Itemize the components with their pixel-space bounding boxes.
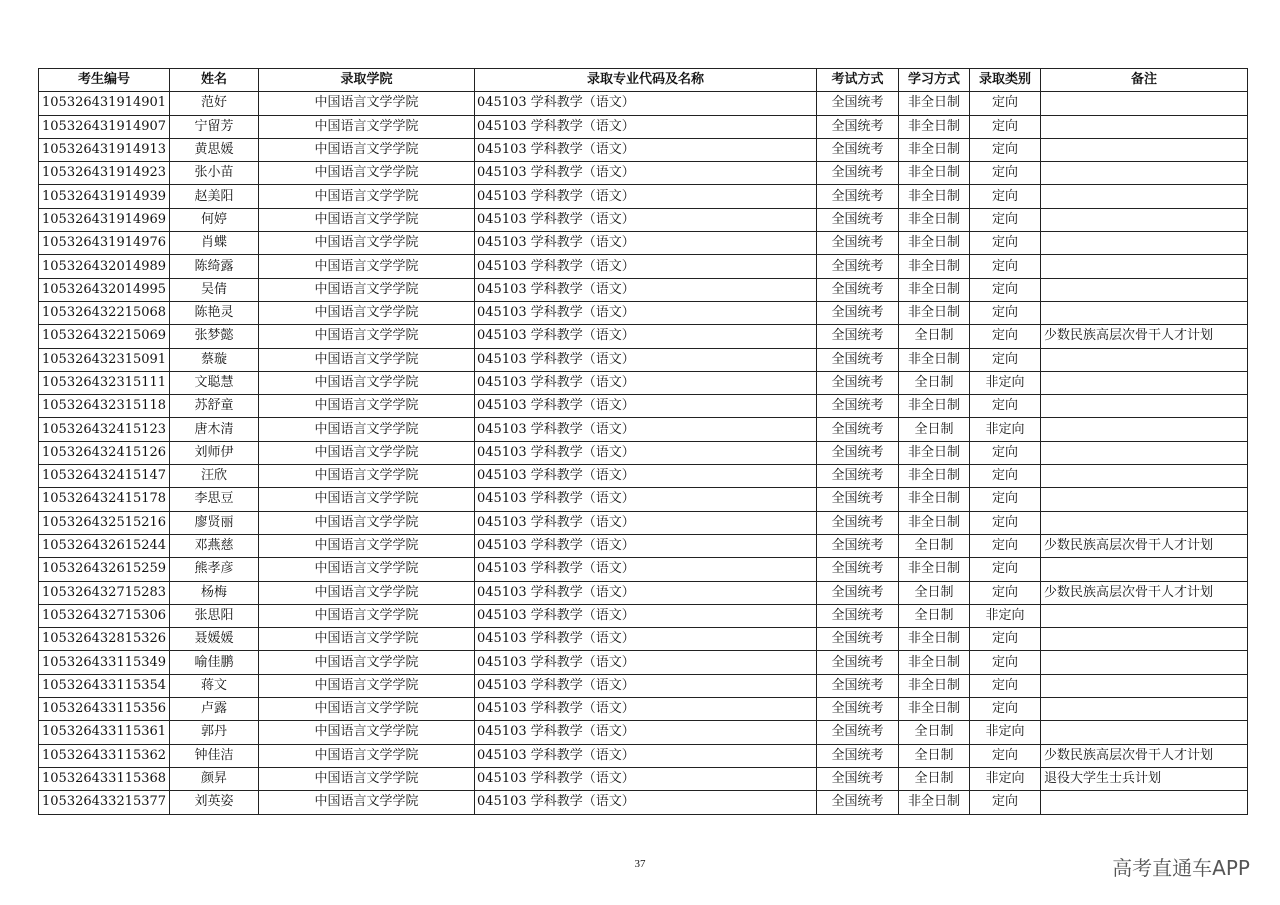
cell-study-mode: 非全日制 xyxy=(899,208,970,231)
table-row xyxy=(39,348,1248,371)
cell-candidate-id: 105326432615244 xyxy=(39,534,170,557)
cell-remarks: 退役大学生士兵计划 xyxy=(1041,767,1248,790)
header-study-mode: 学习方式 xyxy=(899,69,970,92)
cell-study-mode: 非全日制 xyxy=(899,232,970,255)
cell-major: 045103 学科教学（语文） xyxy=(475,698,817,721)
cell-admission-type: 定向 xyxy=(970,395,1041,418)
admission-list-table xyxy=(38,68,1248,815)
table-row xyxy=(39,185,1248,208)
cell-admission-type: 定向 xyxy=(970,325,1041,348)
cell-major: 045103 学科教学（语文） xyxy=(475,301,817,324)
cell-name: 刘师伊 xyxy=(170,441,259,464)
cell-major: 045103 学科教学（语文） xyxy=(475,325,817,348)
cell-study-mode: 非全日制 xyxy=(899,511,970,534)
table-row xyxy=(39,325,1248,348)
cell-exam-method: 全国统考 xyxy=(817,651,899,674)
cell-candidate-id: 105326431914939 xyxy=(39,185,170,208)
cell-remarks xyxy=(1041,604,1248,627)
cell-name: 杨梅 xyxy=(170,581,259,604)
cell-remarks xyxy=(1041,92,1248,115)
cell-admission-type: 定向 xyxy=(970,581,1041,604)
cell-college: 中国语言文学学院 xyxy=(259,418,475,441)
cell-name: 张思阳 xyxy=(170,604,259,627)
cell-remarks xyxy=(1041,162,1248,185)
cell-candidate-id: 105326431914976 xyxy=(39,232,170,255)
cell-college: 中国语言文学学院 xyxy=(259,651,475,674)
cell-study-mode: 非全日制 xyxy=(899,138,970,161)
cell-remarks xyxy=(1041,698,1248,721)
cell-major: 045103 学科教学（语文） xyxy=(475,395,817,418)
cell-study-mode: 全日制 xyxy=(899,581,970,604)
cell-name: 廖贤丽 xyxy=(170,511,259,534)
cell-remarks xyxy=(1041,441,1248,464)
cell-college: 中国语言文学学院 xyxy=(259,628,475,651)
cell-candidate-id: 105326432014995 xyxy=(39,278,170,301)
cell-candidate-id: 105326431914969 xyxy=(39,208,170,231)
table-row xyxy=(39,767,1248,790)
cell-name: 卢露 xyxy=(170,698,259,721)
table-row xyxy=(39,418,1248,441)
cell-major: 045103 学科教学（语文） xyxy=(475,581,817,604)
cell-name: 熊孝彦 xyxy=(170,558,259,581)
table-row xyxy=(39,721,1248,744)
cell-name: 喻佳鹏 xyxy=(170,651,259,674)
cell-study-mode: 非全日制 xyxy=(899,698,970,721)
cell-name: 郭丹 xyxy=(170,721,259,744)
cell-study-mode: 非全日制 xyxy=(899,441,970,464)
watermark-logo-text: 高考直通车APP xyxy=(1112,856,1250,880)
cell-candidate-id: 105326432515216 xyxy=(39,511,170,534)
cell-remarks xyxy=(1041,558,1248,581)
cell-college: 中国语言文学学院 xyxy=(259,185,475,208)
cell-college: 中国语言文学学院 xyxy=(259,115,475,138)
table-row xyxy=(39,651,1248,674)
cell-admission-type: 定向 xyxy=(970,465,1041,488)
cell-admission-type: 定向 xyxy=(970,511,1041,534)
cell-exam-method: 全国统考 xyxy=(817,558,899,581)
cell-college: 中国语言文学学院 xyxy=(259,558,475,581)
cell-exam-method: 全国统考 xyxy=(817,488,899,511)
cell-exam-method: 全国统考 xyxy=(817,255,899,278)
cell-admission-type: 定向 xyxy=(970,162,1041,185)
cell-college: 中国语言文学学院 xyxy=(259,278,475,301)
table-row xyxy=(39,698,1248,721)
cell-exam-method: 全国统考 xyxy=(817,698,899,721)
cell-remarks xyxy=(1041,628,1248,651)
cell-college: 中国语言文学学院 xyxy=(259,208,475,231)
cell-candidate-id: 105326432215069 xyxy=(39,325,170,348)
cell-candidate-id: 105326431914923 xyxy=(39,162,170,185)
cell-college: 中国语言文学学院 xyxy=(259,698,475,721)
cell-admission-type: 定向 xyxy=(970,92,1041,115)
cell-remarks xyxy=(1041,232,1248,255)
table-row xyxy=(39,534,1248,557)
cell-remarks xyxy=(1041,674,1248,697)
cell-candidate-id: 105326433115362 xyxy=(39,744,170,767)
cell-admission-type: 定向 xyxy=(970,348,1041,371)
cell-name: 张小苗 xyxy=(170,162,259,185)
cell-major: 045103 学科教学（语文） xyxy=(475,92,817,115)
cell-major: 045103 学科教学（语文） xyxy=(475,604,817,627)
cell-remarks xyxy=(1041,488,1248,511)
cell-admission-type: 定向 xyxy=(970,651,1041,674)
cell-major: 045103 学科教学（语文） xyxy=(475,488,817,511)
cell-college: 中国语言文学学院 xyxy=(259,301,475,324)
cell-college: 中国语言文学学院 xyxy=(259,92,475,115)
cell-name: 张梦懿 xyxy=(170,325,259,348)
cell-admission-type: 非定向 xyxy=(970,604,1041,627)
cell-admission-type: 定向 xyxy=(970,791,1041,814)
cell-major: 045103 学科教学（语文） xyxy=(475,441,817,464)
table-row xyxy=(39,791,1248,814)
cell-study-mode: 全日制 xyxy=(899,767,970,790)
cell-remarks xyxy=(1041,721,1248,744)
cell-exam-method: 全国统考 xyxy=(817,278,899,301)
table-row xyxy=(39,115,1248,138)
cell-college: 中国语言文学学院 xyxy=(259,721,475,744)
cell-study-mode: 全日制 xyxy=(899,371,970,394)
cell-name: 黄思媛 xyxy=(170,138,259,161)
cell-remarks xyxy=(1041,255,1248,278)
cell-admission-type: 非定向 xyxy=(970,418,1041,441)
header-exam-method: 考试方式 xyxy=(817,69,899,92)
cell-remarks xyxy=(1041,651,1248,674)
cell-college: 中国语言文学学院 xyxy=(259,744,475,767)
cell-major: 045103 学科教学（语文） xyxy=(475,185,817,208)
cell-major: 045103 学科教学（语文） xyxy=(475,115,817,138)
cell-major: 045103 学科教学（语文） xyxy=(475,348,817,371)
cell-study-mode: 全日制 xyxy=(899,604,970,627)
cell-name: 聂媛媛 xyxy=(170,628,259,651)
cell-study-mode: 非全日制 xyxy=(899,115,970,138)
cell-admission-type: 定向 xyxy=(970,488,1041,511)
cell-candidate-id: 105326431914901 xyxy=(39,92,170,115)
cell-name: 蒋文 xyxy=(170,674,259,697)
cell-exam-method: 全国统考 xyxy=(817,441,899,464)
cell-study-mode: 非全日制 xyxy=(899,185,970,208)
cell-candidate-id: 105326431914913 xyxy=(39,138,170,161)
table-row xyxy=(39,301,1248,324)
table-row xyxy=(39,465,1248,488)
cell-college: 中国语言文学学院 xyxy=(259,232,475,255)
cell-college: 中国语言文学学院 xyxy=(259,441,475,464)
cell-major: 045103 学科教学（语文） xyxy=(475,418,817,441)
cell-study-mode: 全日制 xyxy=(899,418,970,441)
cell-remarks: 少数民族高层次骨干人才计划 xyxy=(1041,534,1248,557)
cell-major: 045103 学科教学（语文） xyxy=(475,138,817,161)
cell-name: 颜昇 xyxy=(170,767,259,790)
cell-study-mode: 非全日制 xyxy=(899,92,970,115)
cell-exam-method: 全国统考 xyxy=(817,232,899,255)
cell-exam-method: 全国统考 xyxy=(817,581,899,604)
cell-exam-method: 全国统考 xyxy=(817,395,899,418)
cell-exam-method: 全国统考 xyxy=(817,162,899,185)
cell-study-mode: 非全日制 xyxy=(899,465,970,488)
cell-college: 中国语言文学学院 xyxy=(259,465,475,488)
cell-name: 陈艳灵 xyxy=(170,301,259,324)
cell-remarks xyxy=(1041,465,1248,488)
table-row xyxy=(39,441,1248,464)
cell-remarks xyxy=(1041,348,1248,371)
cell-candidate-id: 105326432615259 xyxy=(39,558,170,581)
cell-major: 045103 学科教学（语文） xyxy=(475,767,817,790)
cell-remarks: 少数民族高层次骨干人才计划 xyxy=(1041,744,1248,767)
cell-exam-method: 全国统考 xyxy=(817,744,899,767)
cell-candidate-id: 105326432415147 xyxy=(39,465,170,488)
cell-college: 中国语言文学学院 xyxy=(259,138,475,161)
cell-name: 何婷 xyxy=(170,208,259,231)
cell-college: 中国语言文学学院 xyxy=(259,791,475,814)
cell-remarks xyxy=(1041,791,1248,814)
header-name: 姓名 xyxy=(170,69,259,92)
cell-name: 唐木清 xyxy=(170,418,259,441)
cell-major: 045103 学科教学（语文） xyxy=(475,534,817,557)
cell-remarks xyxy=(1041,278,1248,301)
table-row xyxy=(39,138,1248,161)
cell-candidate-id: 105326432815326 xyxy=(39,628,170,651)
cell-study-mode: 非全日制 xyxy=(899,488,970,511)
cell-name: 文聪慧 xyxy=(170,371,259,394)
cell-candidate-id: 105326432215068 xyxy=(39,301,170,324)
cell-study-mode: 非全日制 xyxy=(899,395,970,418)
cell-admission-type: 定向 xyxy=(970,628,1041,651)
cell-name: 李思豆 xyxy=(170,488,259,511)
cell-name: 刘英姿 xyxy=(170,791,259,814)
cell-remarks xyxy=(1041,208,1248,231)
header-admission-type: 录取类别 xyxy=(970,69,1041,92)
header-remarks: 备注 xyxy=(1041,69,1248,92)
cell-name: 汪欣 xyxy=(170,465,259,488)
cell-study-mode: 全日制 xyxy=(899,534,970,557)
cell-admission-type: 定向 xyxy=(970,138,1041,161)
cell-exam-method: 全国统考 xyxy=(817,418,899,441)
cell-major: 045103 学科教学（语文） xyxy=(475,791,817,814)
cell-candidate-id: 105326432315118 xyxy=(39,395,170,418)
cell-name: 蔡璇 xyxy=(170,348,259,371)
cell-remarks: 少数民族高层次骨干人才计划 xyxy=(1041,325,1248,348)
cell-name: 吴倩 xyxy=(170,278,259,301)
table-row xyxy=(39,208,1248,231)
cell-college: 中国语言文学学院 xyxy=(259,581,475,604)
cell-study-mode: 非全日制 xyxy=(899,791,970,814)
cell-candidate-id: 105326432715306 xyxy=(39,604,170,627)
cell-study-mode: 非全日制 xyxy=(899,674,970,697)
cell-candidate-id: 105326433115361 xyxy=(39,721,170,744)
cell-study-mode: 全日制 xyxy=(899,744,970,767)
cell-remarks xyxy=(1041,301,1248,324)
cell-study-mode: 非全日制 xyxy=(899,162,970,185)
cell-major: 045103 学科教学（语文） xyxy=(475,208,817,231)
cell-major: 045103 学科教学（语文） xyxy=(475,278,817,301)
cell-admission-type: 定向 xyxy=(970,301,1041,324)
table-row xyxy=(39,395,1248,418)
table-row xyxy=(39,371,1248,394)
cell-candidate-id: 105326433115354 xyxy=(39,674,170,697)
cell-candidate-id: 105326431914907 xyxy=(39,115,170,138)
cell-major: 045103 学科教学（语文） xyxy=(475,371,817,394)
cell-remarks xyxy=(1041,371,1248,394)
cell-study-mode: 非全日制 xyxy=(899,348,970,371)
cell-exam-method: 全国统考 xyxy=(817,115,899,138)
table-body xyxy=(39,92,1248,814)
cell-candidate-id: 105326432315091 xyxy=(39,348,170,371)
table-row xyxy=(39,255,1248,278)
table-row xyxy=(39,558,1248,581)
table-row xyxy=(39,232,1248,255)
cell-remarks xyxy=(1041,115,1248,138)
cell-study-mode: 非全日制 xyxy=(899,301,970,324)
cell-college: 中国语言文学学院 xyxy=(259,604,475,627)
cell-study-mode: 非全日制 xyxy=(899,628,970,651)
table-row xyxy=(39,744,1248,767)
cell-candidate-id: 105326433115356 xyxy=(39,698,170,721)
cell-remarks xyxy=(1041,185,1248,208)
cell-remarks xyxy=(1041,511,1248,534)
cell-remarks xyxy=(1041,138,1248,161)
cell-study-mode: 全日制 xyxy=(899,721,970,744)
cell-name: 肖蝶 xyxy=(170,232,259,255)
cell-admission-type: 定向 xyxy=(970,698,1041,721)
cell-exam-method: 全国统考 xyxy=(817,348,899,371)
cell-admission-type: 定向 xyxy=(970,744,1041,767)
cell-candidate-id: 105326432315111 xyxy=(39,371,170,394)
cell-admission-type: 非定向 xyxy=(970,721,1041,744)
cell-admission-type: 定向 xyxy=(970,534,1041,557)
table-header-row xyxy=(39,69,1248,92)
cell-study-mode: 全日制 xyxy=(899,325,970,348)
cell-college: 中国语言文学学院 xyxy=(259,767,475,790)
cell-candidate-id: 105326432715283 xyxy=(39,581,170,604)
cell-exam-method: 全国统考 xyxy=(817,92,899,115)
table-row xyxy=(39,628,1248,651)
cell-exam-method: 全国统考 xyxy=(817,604,899,627)
table-row xyxy=(39,92,1248,115)
cell-major: 045103 学科教学（语文） xyxy=(475,628,817,651)
cell-admission-type: 定向 xyxy=(970,674,1041,697)
cell-candidate-id: 105326433215377 xyxy=(39,791,170,814)
cell-name: 范好 xyxy=(170,92,259,115)
cell-college: 中国语言文学学院 xyxy=(259,371,475,394)
cell-admission-type: 非定向 xyxy=(970,371,1041,394)
cell-name: 陈绮露 xyxy=(170,255,259,278)
cell-name: 钟佳洁 xyxy=(170,744,259,767)
cell-exam-method: 全国统考 xyxy=(817,465,899,488)
cell-study-mode: 非全日制 xyxy=(899,255,970,278)
cell-name: 赵美阳 xyxy=(170,185,259,208)
cell-exam-method: 全国统考 xyxy=(817,534,899,557)
cell-admission-type: 非定向 xyxy=(970,767,1041,790)
cell-exam-method: 全国统考 xyxy=(817,791,899,814)
cell-name: 邓燕慈 xyxy=(170,534,259,557)
table-row xyxy=(39,604,1248,627)
cell-admission-type: 定向 xyxy=(970,255,1041,278)
cell-candidate-id: 105326433115349 xyxy=(39,651,170,674)
header-major: 录取专业代码及名称 xyxy=(475,69,817,92)
cell-college: 中国语言文学学院 xyxy=(259,674,475,697)
cell-remarks xyxy=(1041,418,1248,441)
cell-candidate-id: 105326432014989 xyxy=(39,255,170,278)
cell-major: 045103 学科教学（语文） xyxy=(475,465,817,488)
cell-candidate-id: 105326432415178 xyxy=(39,488,170,511)
cell-candidate-id: 105326433115368 xyxy=(39,767,170,790)
cell-name: 宁留芳 xyxy=(170,115,259,138)
header-college: 录取学院 xyxy=(259,69,475,92)
cell-admission-type: 定向 xyxy=(970,185,1041,208)
cell-major: 045103 学科教学（语文） xyxy=(475,511,817,534)
table-row xyxy=(39,674,1248,697)
cell-major: 045103 学科教学（语文） xyxy=(475,674,817,697)
cell-admission-type: 定向 xyxy=(970,278,1041,301)
header-candidate-id: 考生编号 xyxy=(39,69,170,92)
cell-exam-method: 全国统考 xyxy=(817,301,899,324)
cell-exam-method: 全国统考 xyxy=(817,721,899,744)
cell-major: 045103 学科教学（语文） xyxy=(475,162,817,185)
cell-admission-type: 定向 xyxy=(970,208,1041,231)
cell-exam-method: 全国统考 xyxy=(817,208,899,231)
cell-study-mode: 非全日制 xyxy=(899,278,970,301)
cell-study-mode: 非全日制 xyxy=(899,558,970,581)
page-number: 37 xyxy=(634,858,646,870)
table-row xyxy=(39,278,1248,301)
cell-college: 中国语言文学学院 xyxy=(259,395,475,418)
cell-college: 中国语言文学学院 xyxy=(259,534,475,557)
cell-remarks xyxy=(1041,395,1248,418)
cell-college: 中国语言文学学院 xyxy=(259,511,475,534)
cell-major: 045103 学科教学（语文） xyxy=(475,744,817,767)
cell-candidate-id: 105326432415123 xyxy=(39,418,170,441)
cell-major: 045103 学科教学（语文） xyxy=(475,558,817,581)
table-row xyxy=(39,511,1248,534)
cell-exam-method: 全国统考 xyxy=(817,767,899,790)
cell-major: 045103 学科教学（语文） xyxy=(475,255,817,278)
cell-college: 中国语言文学学院 xyxy=(259,348,475,371)
cell-admission-type: 定向 xyxy=(970,441,1041,464)
cell-major: 045103 学科教学（语文） xyxy=(475,721,817,744)
cell-exam-method: 全国统考 xyxy=(817,138,899,161)
cell-major: 045103 学科教学（语文） xyxy=(475,232,817,255)
table-row xyxy=(39,488,1248,511)
table-row xyxy=(39,581,1248,604)
admission-list-table-container xyxy=(38,68,1247,815)
cell-college: 中国语言文学学院 xyxy=(259,488,475,511)
cell-name: 苏舒童 xyxy=(170,395,259,418)
cell-college: 中国语言文学学院 xyxy=(259,162,475,185)
cell-remarks: 少数民族高层次骨干人才计划 xyxy=(1041,581,1248,604)
cell-college: 中国语言文学学院 xyxy=(259,325,475,348)
cell-college: 中国语言文学学院 xyxy=(259,255,475,278)
table-row xyxy=(39,162,1248,185)
cell-exam-method: 全国统考 xyxy=(817,674,899,697)
cell-admission-type: 定向 xyxy=(970,558,1041,581)
cell-exam-method: 全国统考 xyxy=(817,511,899,534)
cell-exam-method: 全国统考 xyxy=(817,185,899,208)
cell-admission-type: 定向 xyxy=(970,232,1041,255)
cell-major: 045103 学科教学（语文） xyxy=(475,651,817,674)
cell-study-mode: 非全日制 xyxy=(899,651,970,674)
cell-exam-method: 全国统考 xyxy=(817,628,899,651)
cell-admission-type: 定向 xyxy=(970,115,1041,138)
cell-exam-method: 全国统考 xyxy=(817,371,899,394)
cell-exam-method: 全国统考 xyxy=(817,325,899,348)
cell-candidate-id: 105326432415126 xyxy=(39,441,170,464)
